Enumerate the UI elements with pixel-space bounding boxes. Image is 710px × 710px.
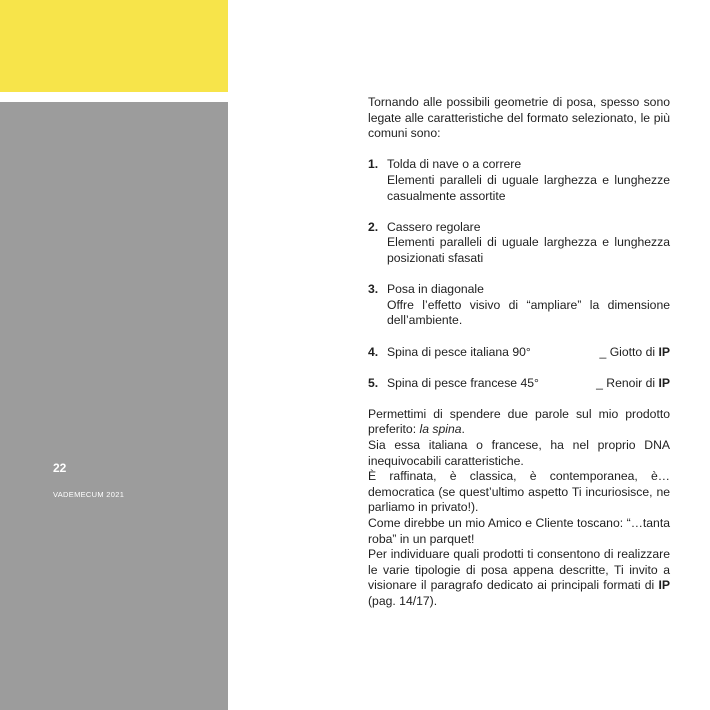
paragraph-quote: Come direbbe un mio Amico e Cliente toscano: “…tanta roba” in un parquet! — [368, 516, 670, 546]
list-item — [368, 345, 670, 361]
list-item-title-main: Spina di pesce francese 45° — [387, 375, 539, 390]
list-number: 5. — [368, 375, 379, 390]
brand-ip: IP — [658, 344, 670, 359]
paragraph-raffinata: È raffinata, è classica, è contemporanea, è… democratica (se quest’ultimo aspetto Ti incuriosisce, ne parliamo in privato!). — [368, 469, 670, 515]
gray-sidebar — [0, 102, 228, 710]
posa-list — [368, 157, 670, 391]
list-item-title: Posa in diagonale — [387, 282, 484, 297]
list-item — [368, 376, 670, 392]
paragraph-formati: Per individuare quali prodotti ti consentono di realizzare le varie tipologie di posa appena descritte, Ti invito a visionare il paragrafo dedicato ai principali formati di IP (pag. 14/17). — [368, 547, 670, 608]
list-item-title: Cassero regolare — [387, 219, 481, 234]
list-number: 4. — [368, 344, 379, 359]
list-item-title-suffix: _ Renoir di IP — [596, 375, 670, 390]
brand-ip: IP — [658, 375, 670, 390]
list-item-title — [387, 345, 670, 361]
brand-ip: IP — [658, 578, 670, 593]
list-item-title — [387, 376, 670, 392]
page-number: 22 — [53, 461, 67, 475]
intro-paragraph: Tornando alle possibili geometrie di posa, spesso sono legate alle caratteristiche del formato selezionato, le più comuni sono: — [368, 95, 670, 141]
paragraph-dna: Sia essa italiana o francese, ha nel proprio DNA inequivocabili caratteristiche. — [368, 438, 670, 468]
list-number: 3. — [368, 282, 379, 297]
list-item-description: Offre l’effetto visivo di “ampliare” la dimensione dell’ambiente. — [387, 297, 670, 328]
emphasis: la spina — [419, 422, 462, 437]
list-item — [368, 157, 670, 204]
list-item — [368, 282, 670, 329]
list-item-title-suffix: _ Giotto di IP — [599, 344, 670, 359]
yellow-accent-block — [0, 0, 228, 92]
list-number: 2. — [368, 219, 379, 234]
list-item-description: Elementi paralleli di uguale larghezza e lunghezze casualmente assortite — [387, 172, 670, 203]
list-item-description: Elementi paralleli di uguale larghezza e lunghezza posizionati sfasati — [387, 235, 670, 265]
list-item — [368, 220, 670, 267]
list-number: 1. — [368, 157, 379, 172]
paragraph-spina: Permettimi di spendere due parole sul mio prodotto preferito: la spina. — [368, 406, 670, 437]
footer-title: VADEMECUM 2021 — [53, 490, 125, 499]
main-text — [368, 95, 670, 610]
list-item-title-main: Spina di pesce italiana 90° — [387, 344, 531, 359]
list-item-title: Tolda di nave o a correre — [387, 157, 522, 172]
